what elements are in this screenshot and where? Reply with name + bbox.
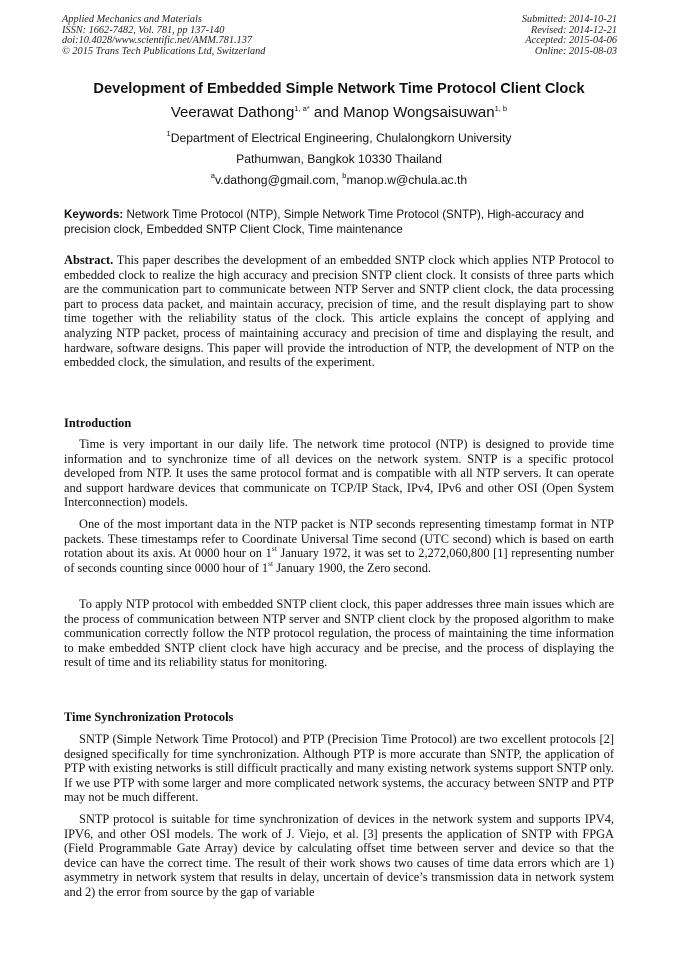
intro-paragraph-3: To apply NTP protocol with embedded SNTP client clock, this paper addresses three main issues which are the process of communication between NTP server and SNTP client clock by the proposed algorithm to make communication correctly follow the NTP protocol regulation, the process of maintaining the time information to make embedded SNTP client clock have high accuracy and be precise, and the process of displaying the result of time and its reliability status for monitoring. bbox=[64, 597, 614, 670]
affiliation-address: Pathumwan, Bangkok 10330 Thailand bbox=[236, 152, 442, 166]
author-1-affil: 1, a* bbox=[294, 104, 310, 113]
abstract-block bbox=[64, 253, 614, 370]
affiliation-marker: 1 bbox=[166, 129, 171, 138]
sync-paragraph-1: SNTP (Simple Network Time Protocol) and PTP (Precision Time Protocol) are two excellent protocols [2] designed specifically for time synchronization. Although PTP is more accurate than SNTP, the application of PTP with existing networks is still difficult practically and many existing network systems support SNTP only. If we use PTP with some larger and more complicated network systems, the accuracy between SNTP and PTP may not be much different. bbox=[64, 732, 614, 805]
abstract-label: Abstract. bbox=[64, 253, 114, 267]
date-revised: Revised: 2014-12-21 bbox=[530, 24, 617, 36]
email-b-marker: b bbox=[342, 171, 347, 180]
department-text: Department of Electrical Engineering, Chulalongkorn University bbox=[170, 131, 512, 145]
author-emails bbox=[0, 173, 678, 187]
author-2-affil: 1, b bbox=[494, 104, 508, 113]
email-b: manop.w@chula.ac.th bbox=[346, 173, 468, 187]
journal-info bbox=[62, 15, 265, 57]
section-heading-introduction: Introduction bbox=[64, 416, 132, 430]
keywords-block bbox=[64, 208, 614, 237]
email-a-marker: a bbox=[210, 171, 215, 180]
section-heading-time-sync: Time Synchronization Protocols bbox=[64, 710, 234, 724]
journal-doi: doi:10.4028/www.scientific.net/AMM.781.137 bbox=[62, 35, 252, 46]
author-1: Veerawat Dathong bbox=[170, 104, 295, 121]
keywords-text: Network Time Protocol (NTP), Simple Network Time Protocol (SNTP), High-accuracy and precision clock, Embedded SNTP Client Clock, Time maintenance bbox=[64, 208, 584, 236]
paper-title: Development of Embedded Simple Network Time Protocol Client Clock bbox=[93, 81, 585, 97]
date-submitted: Submitted: 2014-10-21 bbox=[521, 14, 617, 25]
date-online: Online: 2015-08-03 bbox=[534, 45, 617, 57]
author-line bbox=[0, 104, 678, 121]
author-2: Manop Wongsaisuwan bbox=[343, 104, 495, 121]
journal-header bbox=[62, 15, 617, 57]
journal-name: Applied Mechanics and Materials bbox=[62, 14, 202, 25]
journal-copyright: © 2015 Trans Tech Publications Ltd, Switzerland bbox=[62, 45, 266, 57]
author-conjunction: and bbox=[309, 104, 344, 121]
abstract-text: This paper describes the development of an embedded SNTP clock which applies NTP Protocol to embedded clock to realize the high accuracy and precision SNTP client clock. It consists of three parts which are the communication part to communicate between NTP Server and SNTP client clock, the data processing part to process data packet, and maintain accuracy, precision of time, and the result displaying part to show time together with the reliability status of the clock. This article explains the concept of applying and analyzing NTP packet, process of maintaining accuracy and precision of time and displaying the result, and hardware, software designs. This paper will provide the introduction of NTP, the development of NTP on the embedded clock, the simulation, and results of the experiment. bbox=[64, 253, 614, 370]
journal-issn: ISSN: 1662-7482, Vol. 781, pp 137-140 bbox=[62, 24, 225, 36]
email-a: v.dathong@gmail.com, bbox=[214, 173, 343, 187]
sync-paragraph-2: SNTP protocol is suitable for time synchronization of devices in the network system and supports IPV4, IPV6, and other OSI models. The work of J. Viejo, et al. [3] presents the application of SNTP with FPGA (Field Programmable Gate Array) device by calculating offset time between server and device so that the device can have the correct time. The result of their work shows two causes of time data errors which are 1) asymmetry in network system that results in delay, uncertain of device’s transmission data in network system and 2) the error from source by the gap of variable bbox=[64, 812, 614, 899]
date-accepted: Accepted: 2015-04-06 bbox=[525, 35, 617, 46]
affiliation-department bbox=[0, 131, 678, 145]
submission-dates bbox=[522, 15, 617, 57]
keywords-label: Keywords: bbox=[64, 208, 124, 221]
intro-paragraph-2: One of the most important data in the NTP packet is NTP seconds representing timestamp format in NTP packets. These timestamps refer to Coordinate Universal Time second (UTC second) which is based on earth rotation about its axis. At 0000 hour on 1st January 1972, it was set to 2,272,060,800 [1] representing number of seconds counting since 0000 hour of 1st January 1900, the Zero second. bbox=[64, 517, 614, 575]
intro-paragraph-1: Time is very important in our daily life. The network time protocol (NTP) is designed to provide time information and to synchronize time of all devices on the network system. SNTP is a specific protocol developed from NTP. It uses the same protocol format and is compatible with all NTP servers. It can operate and support hardware devices that communicate on TCP/IP Stack, IPv4, IPv6 and other OSI (Open System Interconnection) models. bbox=[64, 437, 614, 510]
